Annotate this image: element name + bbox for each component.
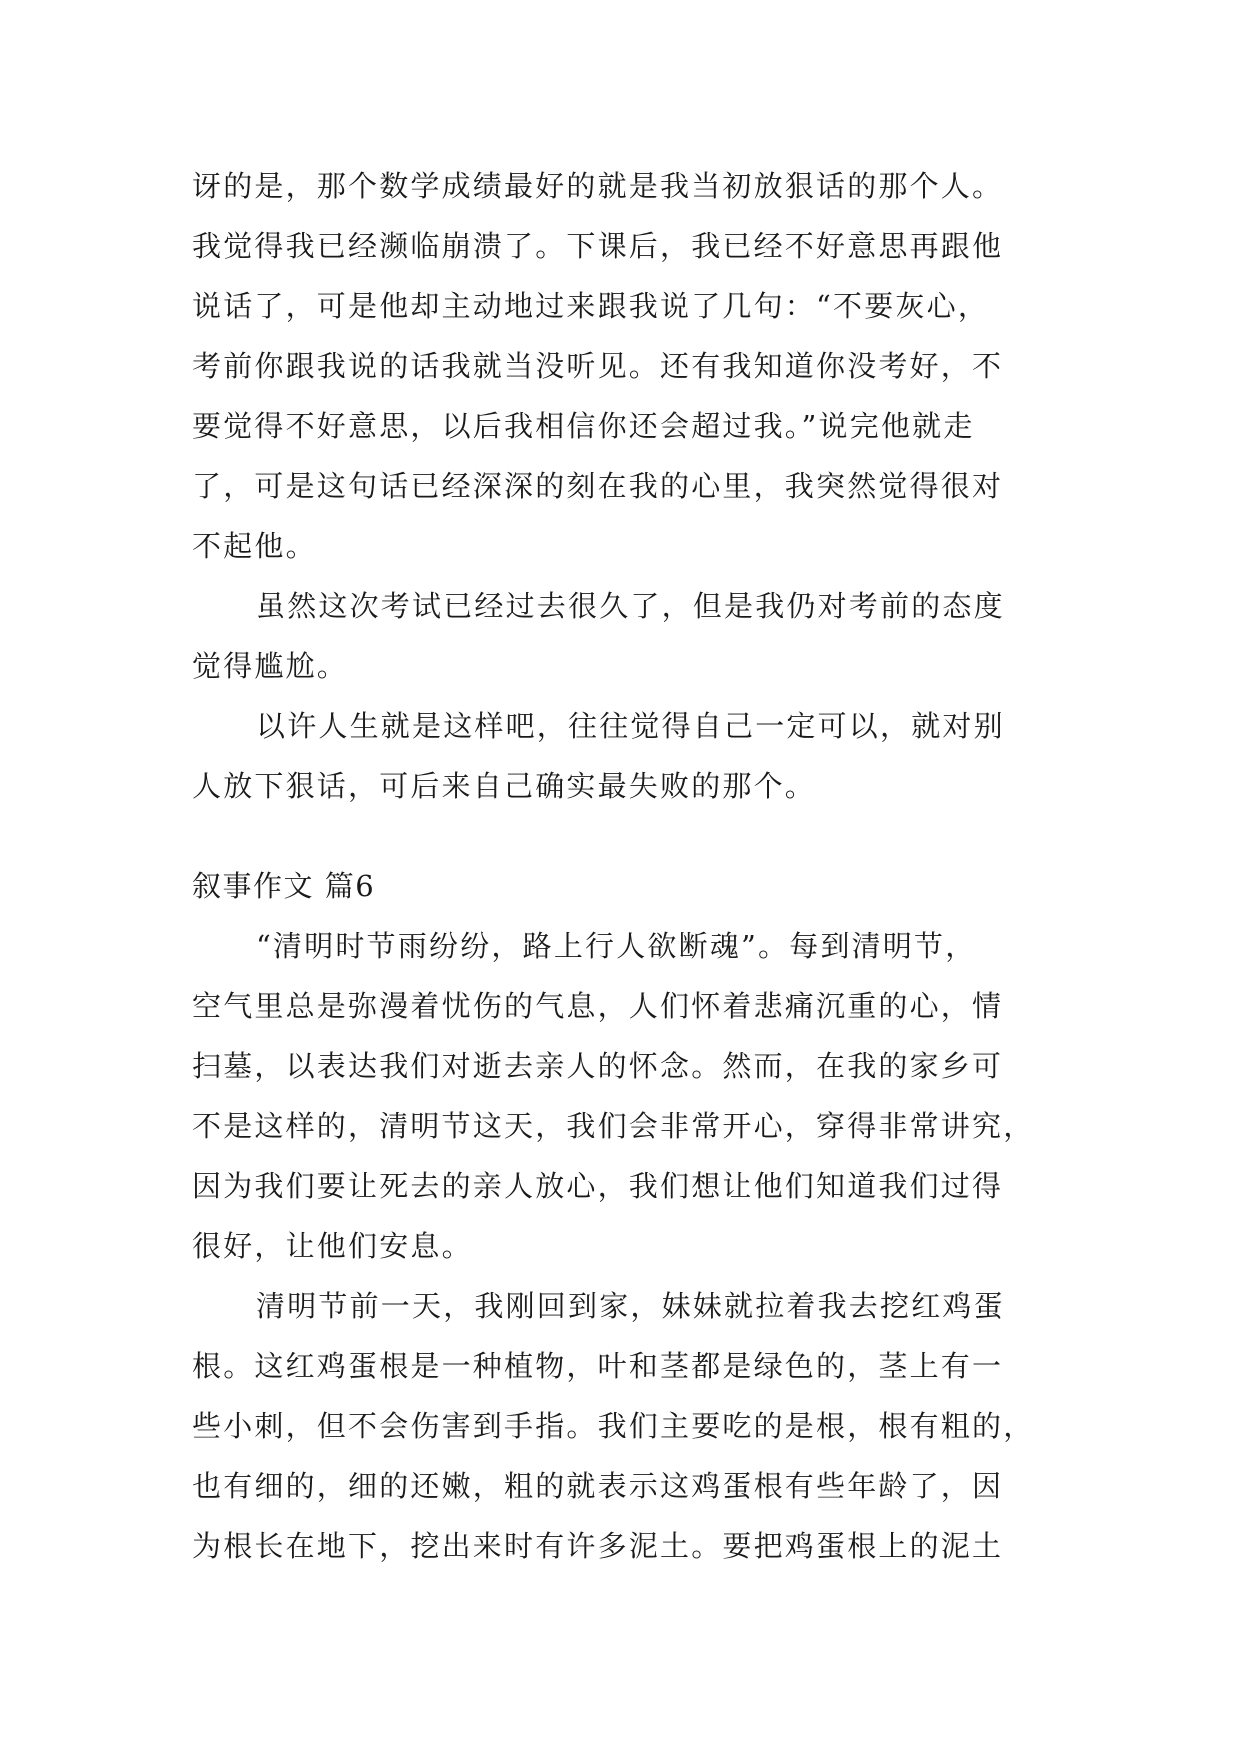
text-line: 空气里总是弥漫着忧伤的气息，人们怀着悲痛沉重的心，情: [192, 989, 1004, 1023]
text-line: 不是这样的，清明节这天，我们会非常开心，穿得非常讲究，: [192, 1109, 1035, 1143]
text-line: 根。这红鸡蛋根是一种植物，叶和茎都是绿色的，茎上有一: [192, 1349, 1004, 1383]
section-heading: 叙事作文 篇6: [192, 869, 376, 903]
text-line: 了，可是这句话已经深深的刻在我的心里，我突然觉得很对: [192, 469, 1004, 503]
text-line: 因为我们要让死去的亲人放心，我们想让他们知道我们过得: [192, 1169, 1004, 1203]
text-line: 不起他。: [192, 529, 317, 563]
text-line: 我觉得我已经濒临崩溃了。下课后，我已经不好意思再跟他: [192, 229, 1004, 263]
text-line: 人放下狠话，可后来自己确实最失败的那个。: [192, 769, 817, 803]
text-line: 也有细的，细的还嫩，粗的就表示这鸡蛋根有些年龄了，因: [192, 1469, 1004, 1503]
text-line: 为根长在地下，挖出来时有许多泥土。要把鸡蛋根上的泥土: [192, 1529, 1004, 1563]
text-line: 觉得尴尬。: [192, 649, 349, 683]
text-line: 要觉得不好意思，以后我相信你还会超过我。”说完他就走: [192, 409, 975, 443]
text-line: 清明节前一天，我刚回到家，妹妹就拉着我去挖红鸡蛋: [256, 1289, 1005, 1323]
text-line: 很好，让他们安息。: [192, 1229, 473, 1263]
text-line: 讶的是，那个数学成绩最好的就是我当初放狠话的那个人。: [192, 169, 1004, 203]
text-line: 虽然这次考试已经过去很久了，但是我仍对考前的态度: [256, 589, 1005, 623]
text-line: 扫墓，以表达我们对逝去亲人的怀念。然而，在我的家乡可: [192, 1049, 1004, 1083]
text-line: 以许人生就是这样吧，往往觉得自己一定可以，就对别: [256, 709, 1005, 743]
text-line: “清明时节雨纷纷，路上行人欲断魂”。每到清明节，: [256, 929, 977, 963]
text-line: 说话了，可是他却主动地过来跟我说了几句：“不要灰心，: [192, 289, 990, 323]
text-line: 考前你跟我说的话我就当没听见。还有我知道你没考好，不: [192, 349, 1004, 383]
text-line: 些小刺，但不会伤害到手指。我们主要吃的是根，根有粗的，: [192, 1409, 1035, 1443]
